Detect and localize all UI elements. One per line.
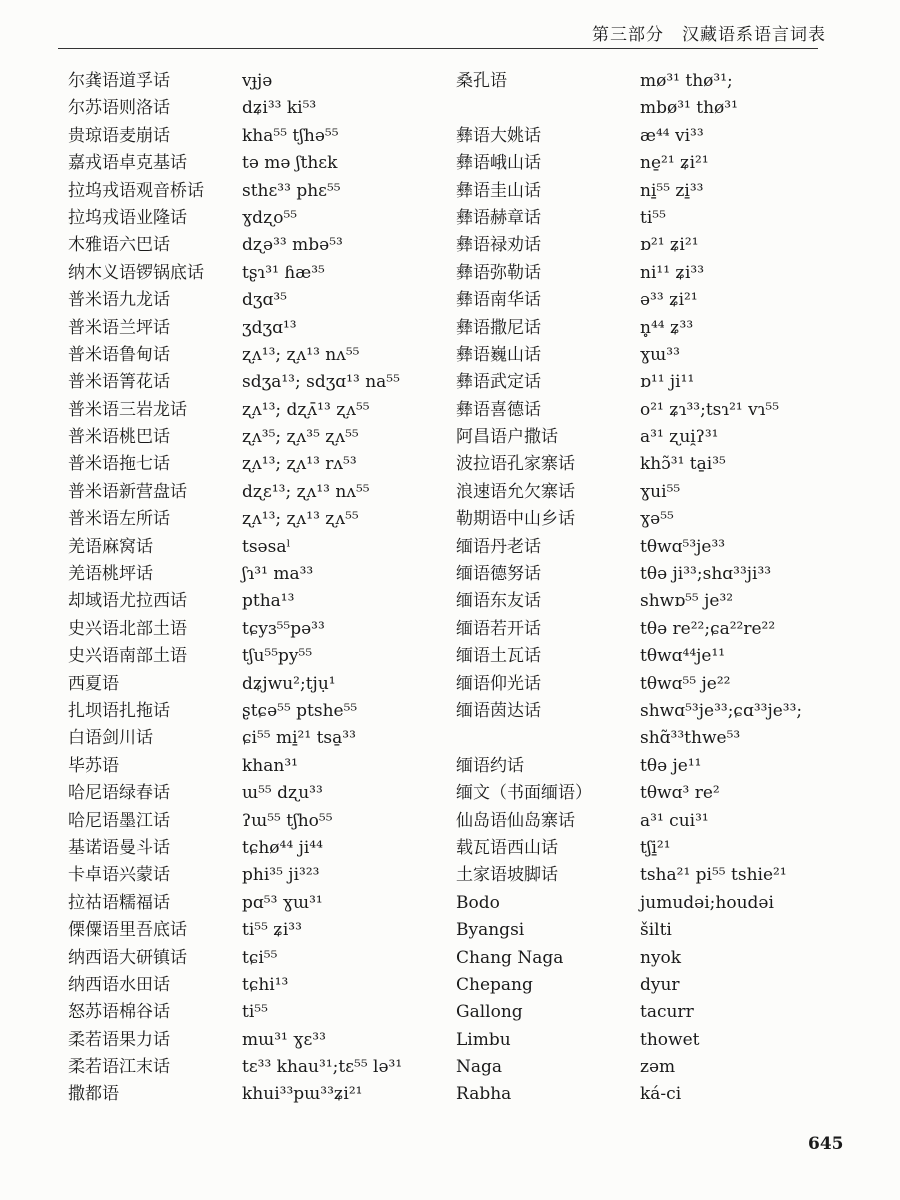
left-language-column <box>68 68 238 1109</box>
language-name: 彝语喜德话 <box>456 399 541 420</box>
language-name: 彝语南华话 <box>456 290 541 311</box>
language-name: 羌语麻窝话 <box>68 536 153 557</box>
language-name: 纳西语水田话 <box>68 974 170 995</box>
word-form: tacurr <box>640 1002 694 1023</box>
word-form: ni̱⁵⁵ zi̱³³ <box>640 180 704 201</box>
word-form: dyur <box>640 974 680 995</box>
language-name: 缅语东友话 <box>456 591 541 612</box>
language-name: 普米语拖七话 <box>68 454 170 475</box>
word-form: tʃu⁵⁵py⁵⁵ <box>242 646 313 667</box>
language-name: 哈尼语绿春话 <box>68 783 170 804</box>
language-name: 纳西语大研镇话 <box>68 947 187 968</box>
word-form: ʐʌ¹³; ʐʌ¹³ rʌ⁵³ <box>242 454 357 475</box>
word-form: dʐə³³ mbə⁵³ <box>242 235 343 256</box>
language-name: Limbu <box>456 1029 511 1050</box>
language-name: 白语剑川话 <box>68 728 153 749</box>
word-form: ne̱²¹ ʑi²¹ <box>640 153 709 174</box>
word-form: tθwɑ³ re² <box>640 783 720 804</box>
word-form: ptha¹³ <box>242 591 295 612</box>
language-name: 史兴语南部土语 <box>68 646 187 667</box>
word-form: o²¹ ʑɿ³³;tsɿ²¹ vɿ⁵⁵ <box>640 399 780 420</box>
language-name: 土家语坡脚话 <box>456 865 558 886</box>
word-form: tθwɑ⁵³je³³ <box>640 536 726 557</box>
language-name: 桑孔语 <box>456 71 507 91</box>
word-form: ʂtɕə⁵⁵ ptshe⁵⁵ <box>242 700 358 721</box>
word-form: tθwɑ⁴⁴je¹¹ <box>640 646 726 667</box>
language-name: 勒期语中山乡话 <box>456 509 575 530</box>
word-form: ɕi⁵⁵ mi̱²¹ tsa̱³³ <box>242 728 356 749</box>
word-form: nyok <box>640 947 682 968</box>
language-name: Chang Naga <box>456 947 564 968</box>
language-name: 毕苏语 <box>68 755 119 776</box>
language-name: 扎坝语扎拖话 <box>68 700 170 721</box>
word-form: sdʒa¹³; sdʒɑ¹³ na⁵⁵ <box>242 372 400 393</box>
word-form: kha⁵⁵ tʃhə⁵⁵ <box>242 125 339 146</box>
header-rule <box>58 48 818 49</box>
language-name: 怒苏语棉谷话 <box>68 1002 170 1023</box>
word-form: ə³³ ʑi²¹ <box>640 290 698 311</box>
language-name: Byangsi <box>456 920 525 941</box>
word-form: khui³³pɯ³³ʑi²¹ <box>242 1084 363 1105</box>
language-name: 仙岛语仙岛寨话 <box>456 810 575 831</box>
language-name: 彝语巍山话 <box>456 344 541 365</box>
language-name: 普米语九龙话 <box>68 290 170 311</box>
language-name: 基诺语曼斗话 <box>68 837 170 858</box>
word-form: ɣɯ³³ <box>640 344 680 365</box>
word-form: dʑjwu²;tjụ¹ <box>242 673 336 694</box>
word-form: zəm <box>640 1057 676 1078</box>
language-name: 缅语土瓦话 <box>456 646 541 667</box>
word-form: ni¹¹ ʑi³³ <box>640 262 705 283</box>
word-form: tɕyɜ⁵⁵pə³³ <box>242 618 325 639</box>
word-form: mø³¹ thø³¹; <box>640 71 733 91</box>
word-form: ti⁵⁵ <box>640 207 666 228</box>
language-name: 波拉语孔家寨话 <box>456 454 575 475</box>
word-form: phi³⁵ ji³²³ <box>242 865 320 886</box>
language-name: 载瓦语西山话 <box>456 837 558 858</box>
language-name: 彝语武定话 <box>456 372 541 393</box>
language-name: Chepang <box>456 974 533 995</box>
word-form: tθwɑ⁵⁵ je²² <box>640 673 731 694</box>
language-name: 缅语若开话 <box>456 618 541 639</box>
word-form: ʐʌ³⁵; ʐʌ³⁵ ʐʌ⁵⁵ <box>242 427 359 448</box>
language-name <box>456 725 636 752</box>
word-form: n̥⁴⁴ ʑ³³ <box>640 317 694 338</box>
language-name: 撒都语 <box>68 1084 119 1105</box>
right-form-column <box>640 68 890 1109</box>
word-form: tɛ³³ khau³¹;tɛ⁵⁵ lə³¹ <box>242 1057 403 1078</box>
word-form: tsha²¹ pi⁵⁵ tshie²¹ <box>640 865 787 886</box>
language-name: 缅语仰光话 <box>456 673 541 694</box>
word-form: dʐɛ¹³; ʐʌ¹³ nʌ⁵⁵ <box>242 481 370 502</box>
word-form: shwɒ⁵⁵ je³² <box>640 591 734 612</box>
language-name: 缅语茵达话 <box>456 700 541 721</box>
language-name: 普米语鲁甸话 <box>68 344 170 365</box>
language-name <box>456 95 636 122</box>
word-form: tθə re²²;ɕa²²re²² <box>640 618 776 639</box>
language-name: 卡卓语兴蒙话 <box>68 865 170 886</box>
language-name: 羌语桃坪话 <box>68 564 153 585</box>
word-form: ɒ¹¹ ji¹¹ <box>640 372 695 393</box>
page-number: 645 <box>808 1134 844 1154</box>
language-name: 纳木义语锣锅底话 <box>68 262 204 283</box>
word-form: ɯ⁵⁵ dʐu³³ <box>242 783 323 804</box>
language-name: 彝语峨山话 <box>456 153 541 174</box>
word-form: mbø³¹ thø³¹ <box>640 98 738 119</box>
word-form: ʃɿ³¹ ma³³ <box>242 564 314 585</box>
language-name: 彝语赫章话 <box>456 207 541 228</box>
language-name: 普米语箐花话 <box>68 372 170 393</box>
word-form: a³¹ ʐui̯ʔ³¹ <box>640 427 719 448</box>
word-form: jumudəi;houdəi <box>640 892 774 913</box>
word-form: tɕhø⁴⁴ ji⁴⁴ <box>242 837 323 858</box>
word-form: pɑ⁵³ ɣɯ³¹ <box>242 892 323 913</box>
word-form: šilti <box>640 920 672 941</box>
language-name: 普米语三岩龙话 <box>68 399 187 420</box>
language-name: 哈尼语墨江话 <box>68 810 170 831</box>
word-form: ká-ci <box>640 1084 682 1105</box>
language-name: 史兴语北部土语 <box>68 618 187 639</box>
language-name: 彝语大姚话 <box>456 125 541 146</box>
language-name: 缅文（书面缅语） <box>456 783 592 804</box>
language-name: 普米语桃巴话 <box>68 427 170 448</box>
word-form: tə mə ʃthɛk <box>242 153 338 174</box>
word-form: ti⁵⁵ ʑi³³ <box>242 920 302 941</box>
word-form: ʐʌ¹³; dʐʌ̄¹³ ʐʌ⁵⁵ <box>242 399 370 420</box>
language-name: 西夏语 <box>68 673 119 694</box>
language-name: Naga <box>456 1057 503 1078</box>
language-name: 拉坞戎语观音桥话 <box>68 180 204 201</box>
language-name: 彝语圭山话 <box>456 180 541 201</box>
word-form: æ⁴⁴ vi³³ <box>640 125 704 146</box>
language-name: 却域语尤拉西话 <box>68 591 187 612</box>
running-head: 第三部分 汉藏语系语言词表 <box>592 25 826 45</box>
word-form: a³¹ cui³¹ <box>640 810 709 831</box>
word-form: ɣə⁵⁵ <box>640 509 674 530</box>
language-name: 尔龚语道孚话 <box>68 71 170 91</box>
language-name: Bodo <box>456 892 500 913</box>
language-name: 贵琼语麦崩话 <box>68 125 170 146</box>
language-name: 普米语左所话 <box>68 509 170 530</box>
language-name: 浪速语允欠寨话 <box>456 481 575 502</box>
word-form: dʑi³³ ki⁵³ <box>242 98 317 119</box>
language-name: Rabha <box>456 1084 512 1105</box>
language-name: 普米语新营盘话 <box>68 481 187 502</box>
word-form: ɣui⁵⁵ <box>640 481 681 502</box>
language-name: 彝语撒尼话 <box>456 317 541 338</box>
word-form: sthɛ³³ phɛ⁵⁵ <box>242 180 341 201</box>
language-name: 缅语约话 <box>456 755 524 776</box>
word-form: khɔ̃³¹ ta̱i³⁵ <box>640 454 726 475</box>
word-form: ʐʌ¹³; ʐʌ¹³ nʌ⁵⁵ <box>242 344 360 365</box>
language-name: 拉坞戎语业隆话 <box>68 207 187 228</box>
word-form: tʃi̱²¹ <box>640 837 671 858</box>
language-name: 拉祜语糯福话 <box>68 892 170 913</box>
word-form: ʔɯ⁵⁵ tʃho⁵⁵ <box>242 810 333 831</box>
word-form: ti⁵⁵ <box>242 1002 268 1023</box>
word-form: tθə je¹¹ <box>640 755 702 776</box>
language-name: Gallong <box>456 1002 523 1023</box>
word-form: tsəsaˡ <box>242 536 291 557</box>
word-form: dʒɑ³⁵ <box>242 290 287 311</box>
word-form: ɣdʐo⁵⁵ <box>242 207 298 228</box>
language-name: 阿昌语户撒话 <box>456 427 558 448</box>
word-form: tɕi⁵⁵ <box>242 947 278 968</box>
language-name: 普米语兰坪话 <box>68 317 170 338</box>
language-name: 缅语丹老话 <box>456 536 541 557</box>
word-form: ʐʌ¹³; ʐʌ¹³ ʐʌ⁵⁵ <box>242 509 359 530</box>
word-form: vɟjə <box>242 71 273 91</box>
left-form-column <box>242 68 442 1109</box>
language-name: 柔若语江末话 <box>68 1057 170 1078</box>
word-form: thowet <box>640 1029 700 1050</box>
language-name: 嘉戎语卓克基话 <box>68 153 187 174</box>
word-form: mɯ³¹ ɣɛ³³ <box>242 1029 326 1050</box>
language-name: 缅语德努话 <box>456 564 541 585</box>
word-form: shɑ̃³³thwe⁵³ <box>640 728 741 749</box>
word-form: shwɑ⁵³je³³;ɕɑ³³je³³; <box>640 700 803 721</box>
word-form: tθə ji³³;shɑ³³ji³³ <box>640 564 772 585</box>
word-form: tɕhi¹³ <box>242 974 289 995</box>
language-name: 尔苏语则洛话 <box>68 98 170 119</box>
right-language-column <box>456 68 636 1109</box>
language-name: 木雅语六巴话 <box>68 235 170 256</box>
language-name: 傈僳语里吾底话 <box>68 920 187 941</box>
word-form: ɒ²¹ ʑi²¹ <box>640 235 699 256</box>
language-name: 彝语禄劝话 <box>456 235 541 256</box>
word-form: khan³¹ <box>242 755 298 776</box>
language-name: 彝语弥勒话 <box>456 262 541 283</box>
word-form: tʂɿ³¹ ɦæ³⁵ <box>242 262 325 283</box>
word-form: ʒdʒɑ¹³ <box>242 317 297 338</box>
language-name: 柔若语果力话 <box>68 1029 170 1050</box>
